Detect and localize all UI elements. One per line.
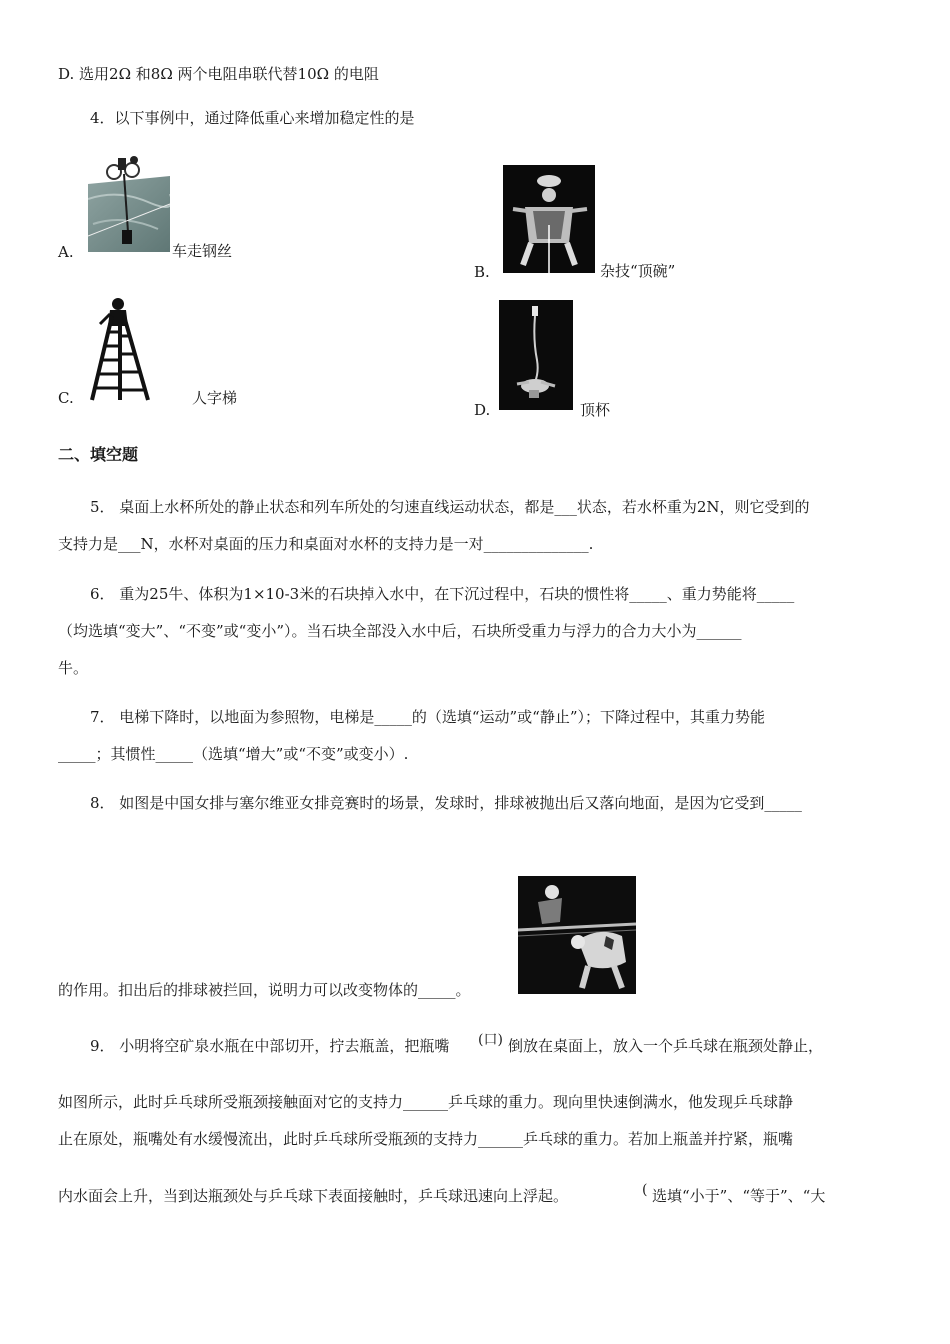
q4-option-c-caption: 人字梯 (192, 389, 238, 407)
q4-option-d-caption: 顶杯 (580, 401, 611, 419)
q7-line1: 7． 电梯下降时，以地面为参照物，电梯是_____的（选填“运动”或“静止”）；下降过程中，其重力势能 (90, 708, 765, 726)
q6-line1: 6． 重为25牛、体积为1×10-3米的石块掉入水中，在下沉过程中，石块的惯性将_____、重力势能将_____ (90, 585, 795, 603)
q9-line1-part2: 倒放在桌面上，放入一个乒乓球在瓶颈处静止， (508, 1037, 824, 1055)
bicycle-wire-image (88, 154, 170, 252)
q3-option-d: D. 选用2Ω 和8Ω 两个电阻串联代替10Ω 的电阻 (58, 65, 379, 83)
stepladder-image (86, 296, 156, 402)
q4-stem: 4．以下事例中，通过降低重心来增加稳定性的是 (90, 109, 415, 127)
q5-line1: 5． 桌面上水杯所处的静止状态和列车所处的匀速直线运动状态，都是___状态，若水杯重为2N，则它受到的 (90, 498, 810, 516)
q6-line2: （均选填“变大”、“不变”或“变小”）。当石块全部没入水中后，石块所受重力与浮力的合力大小为______ (58, 622, 742, 640)
q4-option-b-caption: 杂技“顶碗” (600, 262, 676, 280)
q4-option-d-letter: D. (474, 401, 491, 419)
q9-line4-part2: 选填“小于”、“等于”、“大 (652, 1187, 826, 1205)
q6-line3: 牛。 (58, 659, 89, 677)
section-title-fill-blank: 二、填空题 (58, 445, 139, 464)
q7-line2: _____；其惯性_____（选填“增大”或“不变”或变小）. (58, 745, 409, 763)
cup-balance-image (499, 300, 573, 410)
q9-line3: 止在原处，瓶嘴处有水缓慢流出，此时乒乓球所受瓶颈的支持力______乒乓球的重力。若加上瓶盖并拧紧，瓶嘴 (58, 1130, 794, 1148)
q5-line2: 支持力是___N，水杯对桌面的压力和桌面对水杯的支持力是一对______________. (58, 535, 594, 553)
bottle-mouth-glyph-icon: (口) (478, 1032, 503, 1048)
q9-line4-part1: 内水面会上升，当到达瓶颈处与乒乓球下表面接触时，乒乓球迅速向上浮起。 (58, 1187, 569, 1205)
bracket-glyph-icon: ( (642, 1182, 648, 1198)
volleyball-image (518, 876, 636, 994)
q8-line1: 8． 如图是中国女排与塞尔维亚女排竞赛时的场景，发球时，排球被抛出后又落向地面，是因为它受到_____ (90, 794, 802, 812)
q4-option-a-letter: A. (58, 243, 74, 261)
q4-option-c-letter: C. (58, 389, 74, 407)
q4-option-b-letter: B. (474, 263, 490, 281)
q9-line2: 如图所示，此时乒乓球所受瓶颈接触面对它的支持力______乒乓球的重力。现向里快速倒满水，他发现乒乓球静 (58, 1093, 794, 1111)
acrobat-bowl-image (503, 165, 595, 273)
q9-line1-part1: 9． 小明将空矿泉水瓶在中部切开，拧去瓶盖，把瓶嘴 (90, 1037, 450, 1055)
q8-line2: 的作用。扣出后的排球被拦回，说明力可以改变物体的_____。 (58, 981, 471, 999)
q4-option-a-caption: 车走钢丝 (172, 242, 233, 260)
